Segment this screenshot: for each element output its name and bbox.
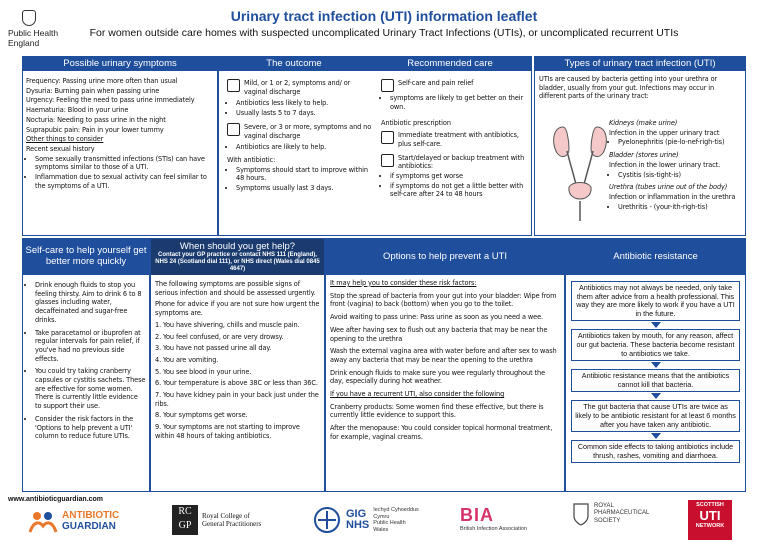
sun-line-1: SCOTTISH [696,502,724,508]
rps-crest-icon [572,502,590,526]
symptoms-heading: Possible urinary symptoms [23,57,217,71]
recent-sexual-history: Recent sexual history [26,143,95,153]
prevent-item: Stop the spread of bacteria from your gut into your bladder: Wipe from front (vagina) to back (bottom) when you go to the toilet. [330,290,557,309]
care-note: • symptoms are likely to get better on their own. [390,94,527,111]
bia-name: British Infection Association [460,526,527,532]
help-item: 9. Your symptoms are not starting to improve within 48 hours of taking antibiotics. [155,422,300,440]
symptom-line: Suprapubic pain: Pain in your lower tummy [26,124,164,134]
outcome-note: • Antibiotics are likely to help. [236,143,375,152]
checkbox-severe[interactable] [227,123,240,136]
outcome-severe: Severe, or 3 or more, symptoms and no vaginal discharge [244,121,372,140]
rcgp-badge-icon: RC GP [172,505,198,535]
selfcare-item: • You could try taking cranberry capsules or cystitis sachets. These are effective for some women. There is currently little evidence to support their use. [35,367,146,411]
website-link[interactable]: www.antibioticguardian.com [8,496,104,503]
symptoms-panel [22,56,218,236]
selfcare-item: • Take paracetamol or ibuprofen at regular intervals for pain relief, if you've had no previous side effects. [35,329,146,364]
outcome-note: • Symptoms usually last 3 days. [236,184,375,193]
with-antibiotic: With antibiotic: [227,154,276,164]
prevent-item: After the menopause: You could consider topical hormonal treatment, for example, vaginal creams. [330,423,553,441]
checkbox-self-care[interactable] [381,79,394,92]
kidneys-title: Kidneys (make urine) [609,118,678,127]
help-heading: When should you get help? [179,241,296,252]
help-item: 4. You are vomiting. [155,354,219,364]
outcome-panel [218,56,532,236]
phw-logo: GIG NHS Iechyd Cyhoeddus Cymru Public Health Wales [312,505,419,535]
phw-line-1: Iechyd Cyhoeddus [373,507,419,513]
recommended-heading: Recommended care [369,57,531,71]
page-subtitle: For women outside care homes with suspected uncomplicated Urinary Tract Infections (UTIs), or uncomplicated recurrent UTIs [89,27,679,39]
phe-line-1: Public Health [8,28,59,38]
resistance-box: Antibiotics taken by mouth, for any reason, affect our gut bacteria. These bacteria become resistant to antibiotics we take. [571,329,740,361]
arrow-down-icon [651,322,661,328]
prevent-panel [325,238,565,492]
urethra-bullet: • Urethritis - (your-ith-righ-tis) [618,203,743,212]
help-item: 7. You have kidney pain in your back just under the ribs. [155,390,319,408]
prevent-item: Cranberry products: Some women find these effective, but there is currently little evidence to support this. [330,401,544,420]
sun-line-2: NETWORK [695,523,725,529]
arrow-down-icon [651,433,661,439]
help-item: 8. Your symptoms get worse. [155,410,248,420]
rps-logo [572,502,649,526]
bladder-desc: Infection in the lower urinary tract. [609,159,721,169]
care-note: • if symptoms get worse [390,172,527,181]
phw-line-4: Wales [373,526,389,533]
help-item: 1. You have shivering, chills and muscle pain. [155,319,300,329]
selfcare-panel [22,238,150,492]
kidneys-bullet: • Pyelonephritis (pie-lo-nef-righ-tis) [618,138,743,147]
resistance-box: The gut bacteria that cause UTIs are twice as likely to be antibiotic resistant for at least 6 months after you have taken any antibiotic. [571,400,740,432]
types-panel [534,56,746,236]
recurrent-heading: If you have a recurrent UTI, also consider the following [330,389,505,399]
help-item: 6. Your temperature is above 38C or less than 36C. [155,378,318,388]
urinary-tract-icon [549,121,611,229]
care-delayed: Start/delayed or backup treatment with antibiotics: [398,152,525,171]
rps-line-2: PHARMACEUTICAL [594,510,650,517]
outcome-mild: Mild, or 1 or 2, symptoms and/ or vaginal discharge [244,78,351,96]
prevent-item: Avoid waiting to pass urine: Pass urine as soon as you need a wee. [330,312,544,322]
prevent-heading: Options to help prevent a UTI [326,239,564,275]
phw-line-2: Cymru [373,513,390,520]
help-panel [150,238,325,492]
ag-line-2: GUARDIAN [62,521,116,532]
rps-line-1: ROYAL [594,502,614,509]
kidneys-desc: Infection in the upper urinary tract [609,127,720,137]
resistance-box: Common side effects to taking antibiotics include thrush, rashes, vomiting and diarrhoea. [571,440,740,463]
urethra-title: Urethra (tubes urine out of the body) [609,182,728,192]
symptom-note: • Inflammation due to sexual activity can feel similar to the symptoms of a UTI. [35,173,214,190]
ag-line-1: ANTIBIOTIC [62,510,120,521]
help-intro: The following symptoms are possible signs of serious infection and should be assessed urgently. [155,279,316,297]
care-note: • if symptoms do not get a little better with self-care after 24 to 48 hours [390,182,527,199]
prevent-item: Wee after having sex to flush out any bacteria that may be near the opening to the urethra [330,324,548,343]
rcgp-line-1: Royal College of [202,512,250,520]
selfcare-heading: Self-care to help yourself get better more quickly [23,239,149,275]
outcome-note: • Symptoms should start to improve within 48 hours. [236,166,375,183]
bia-logo [460,505,527,532]
bladder-bullet: • Cystitis (sis-tight-is) [618,171,743,180]
phw-line-3: Public Health [373,520,406,526]
outcome-note: • Usually lasts 5 to 7 days. [236,109,375,118]
outcome-heading: The outcome [219,57,369,71]
symptom-line: Dysuria: Burning pain when passing urine [26,85,160,95]
types-intro: UTIs are caused by bacteria getting into your urethra or bladder, usually from your gut. Infections may occur in different parts of the urinary tract: [539,74,718,101]
symptom-line: Nocturia: Needing to pass urine in the night [26,114,166,124]
knot-icon [312,505,342,535]
care-immediate: Immediate treatment with antibiotics, plus self-care. [398,130,519,148]
prescription-heading: Antibiotic prescription [381,118,451,128]
symptom-note: • Some sexually transmitted infections (STIs) can have symptoms similar to those of a UTI. [35,155,214,172]
symptom-line: Haematuria: Blood in your urine [26,105,129,115]
help-item: 5. You see blood in your urine. [155,366,252,376]
arrow-down-icon [651,362,661,368]
care-self: Self-care and pain relief [398,78,474,87]
checkbox-delayed[interactable] [381,154,394,167]
types-heading: Types of urinary tract infection (UTI) [535,57,745,71]
rcgp-line-2: General Practitioners [202,520,262,528]
resistance-panel [565,238,746,492]
antibiotic-guardian-logo [28,508,119,534]
guardian-icon [28,508,58,534]
prevent-intro: It may help you to consider these risk factors: [330,278,477,287]
resistance-heading: Antibiotic resistance [566,239,745,275]
rcgp-logo [172,505,261,535]
symptom-line: Frequency: Passing urine more often than usual [26,76,178,85]
rps-line-3: SOCIETY [594,517,621,524]
phe-line-2: England [8,38,40,48]
prevent-item: Wash the external vagina area with water before and after sex to wash away any bacteria that may be near the opening to the urethra [330,346,557,364]
urethra-desc: Infection or inflammation in the urethra [609,191,736,201]
resistance-box: Antibiotics may not always be needed, only take them after advice from a health professional. This way they are more likely to work if you have a UTI in the future. [571,281,740,321]
selfcare-item: • Consider the risk factors in the 'Options to help prevent a UTI' column to reduce future UTIs. [35,415,146,441]
help-item: 3. You have not passed urine all day. [155,343,272,353]
checkbox-mild[interactable] [227,79,240,92]
help-subheading: Contact your GP practice or contact NHS 111 (England), NHS 24 (Scotland dial 111), or NHS direct (Wales dial 0845 4647) [155,252,320,272]
other-things-heading: Other things to consider [26,134,104,144]
resistance-box: Antibiotic resistance means that the antibiotics cannot kill that bacteria. [571,369,740,392]
bladder-title: Bladder (stores urine) [609,150,679,160]
scottish-uti-network-logo: SCOTTISH UTI NETWORK [688,500,732,540]
help-item: 2. You feel confused, or are very drowsy. [155,331,284,341]
prevent-item: Drink enough fluids to make sure you wee regularly throughout the day, especially during hot weather. [330,367,546,386]
help-advice: Phone for advice if you are not sure how urgent the symptoms are. [155,299,320,318]
checkbox-immediate[interactable] [381,131,394,144]
symptom-line: Urgency: Feeling the need to pass urine immediately [26,95,195,105]
page-title: Urinary tract infection (UTI) information leaflet [230,8,538,24]
bia-mark: BIA [460,505,494,525]
selfcare-item: • Drink enough fluids to stop you feeling thirsty. Aim to drink 6 to 8 glasses including water, decaffeinated and sugar-free drinks. [35,281,146,325]
outcome-note: • Antibiotics less likely to help. [236,99,375,108]
arrow-down-icon [651,393,661,399]
